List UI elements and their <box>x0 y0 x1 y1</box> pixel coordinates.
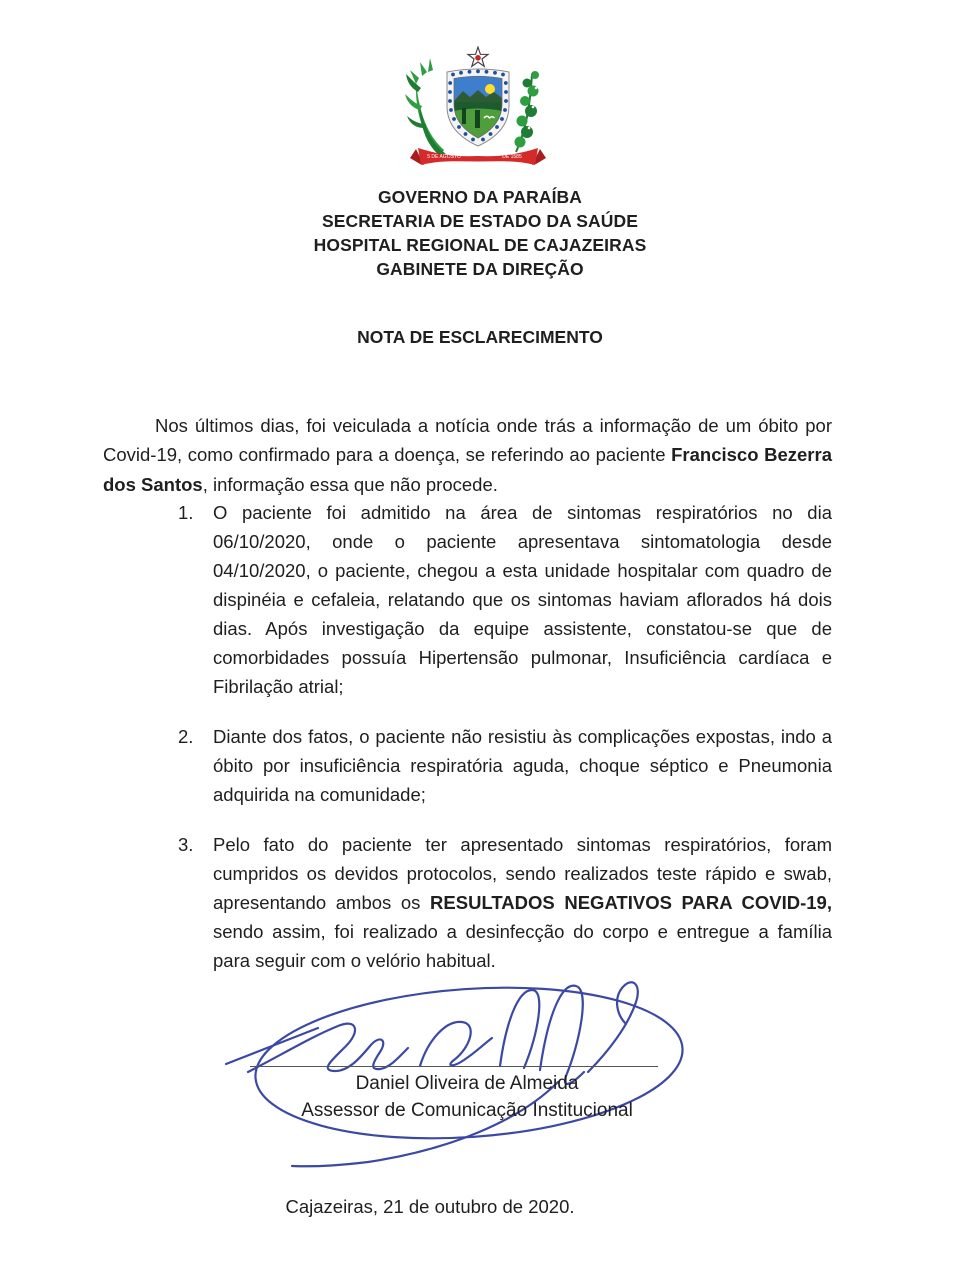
crest-cotton-branch-icon <box>515 71 540 152</box>
letterhead-line-secretariat: SECRETARIA DE ESTADO DA SAÚDE <box>322 211 638 231</box>
item-3-number: 3. <box>178 834 194 855</box>
document-title: NOTA DE ESCLARECIMENTO <box>357 327 603 347</box>
crest-top-star-icon <box>468 47 488 66</box>
signer-name: Daniel Oliveira de Almeida <box>355 1073 579 1094</box>
item-1-text: O paciente foi admitido na área de sintomas respiratórios no dia 06/10/2020, onde o paciente apresentava sintomatologia desde 04/10/2020, o paciente, chegou a esta unidade hospitalar com quadro de dispinéia e cefaleia, relatando que os sintomas haviam aflorados há dois dias. Após investigação da equipe assistente, constatou-se que de comorbidades possuía Hipertensão pulmonar, Insuficiência cardíaca e Fibrilação atrial; <box>213 502 832 697</box>
letterhead-line-government: GOVERNO DA PARAÍBA <box>377 187 583 207</box>
handwritten-signature-icon <box>208 952 708 1174</box>
crest-ribbon-icon <box>410 148 546 165</box>
crest-shield-icon <box>447 69 509 146</box>
item-1-number: 1. <box>178 502 194 523</box>
crest-ribbon-text-right: DE 1585 <box>502 154 522 160</box>
intro-text-before: Nos últimos dias, foi veiculada a notícia onde trás a informação de um óbito por Covid-19, como confirmado para a doença, se referindo ao paciente <box>103 414 832 465</box>
item-2-text: Diante dos fatos, o paciente não resistiu às complicações expostas, indo a óbito por insuficiência respiratória aguda, choque séptico e Pneumonia adquirida na comunidade; <box>213 726 832 805</box>
letterhead <box>0 185 960 281</box>
item-2-number: 2. <box>178 726 194 747</box>
crest-sugarcane-branch-icon <box>405 58 446 156</box>
letterhead-line-hospital: HOSPITAL REGIONAL DE CAJAZEIRAS <box>313 235 647 255</box>
letterhead-line-office: GABINETE DA DIREÇÃO <box>376 259 584 279</box>
item-3-text-after: sendo assim, foi realizado a desinfecção do corpo e entregue a família para seguir com o velório habitual. <box>213 921 832 971</box>
numbered-list <box>178 498 832 996</box>
crest-ribbon-text-left: 5 DE AGOSTO <box>427 154 461 160</box>
intro-paragraph <box>103 411 832 500</box>
item-3-text-before: Pelo fato do paciente ter apresentado sintomas respiratórios, foram cumpridos os devidos protocolos, sendo realizados teste rápido e swab, apresentando ambos os <box>213 834 832 913</box>
signature-rule <box>250 1066 658 1067</box>
covid-negative-bold: RESULTADOS NEGATIVOS PARA COVID-19, <box>430 892 832 913</box>
list-item-2 <box>178 722 832 809</box>
place-and-date: Cajazeiras, 21 de outubro de 2020. <box>285 1196 575 1217</box>
signer-role: Assessor de Comunicação Institucional <box>301 1100 633 1121</box>
list-item-1 <box>178 498 832 701</box>
patient-name-bold: Francisco Bezerra dos Santos <box>103 444 832 495</box>
paraiba-coat-of-arms <box>402 46 554 170</box>
intro-text-after: , informação essa que não procede. <box>202 473 498 495</box>
